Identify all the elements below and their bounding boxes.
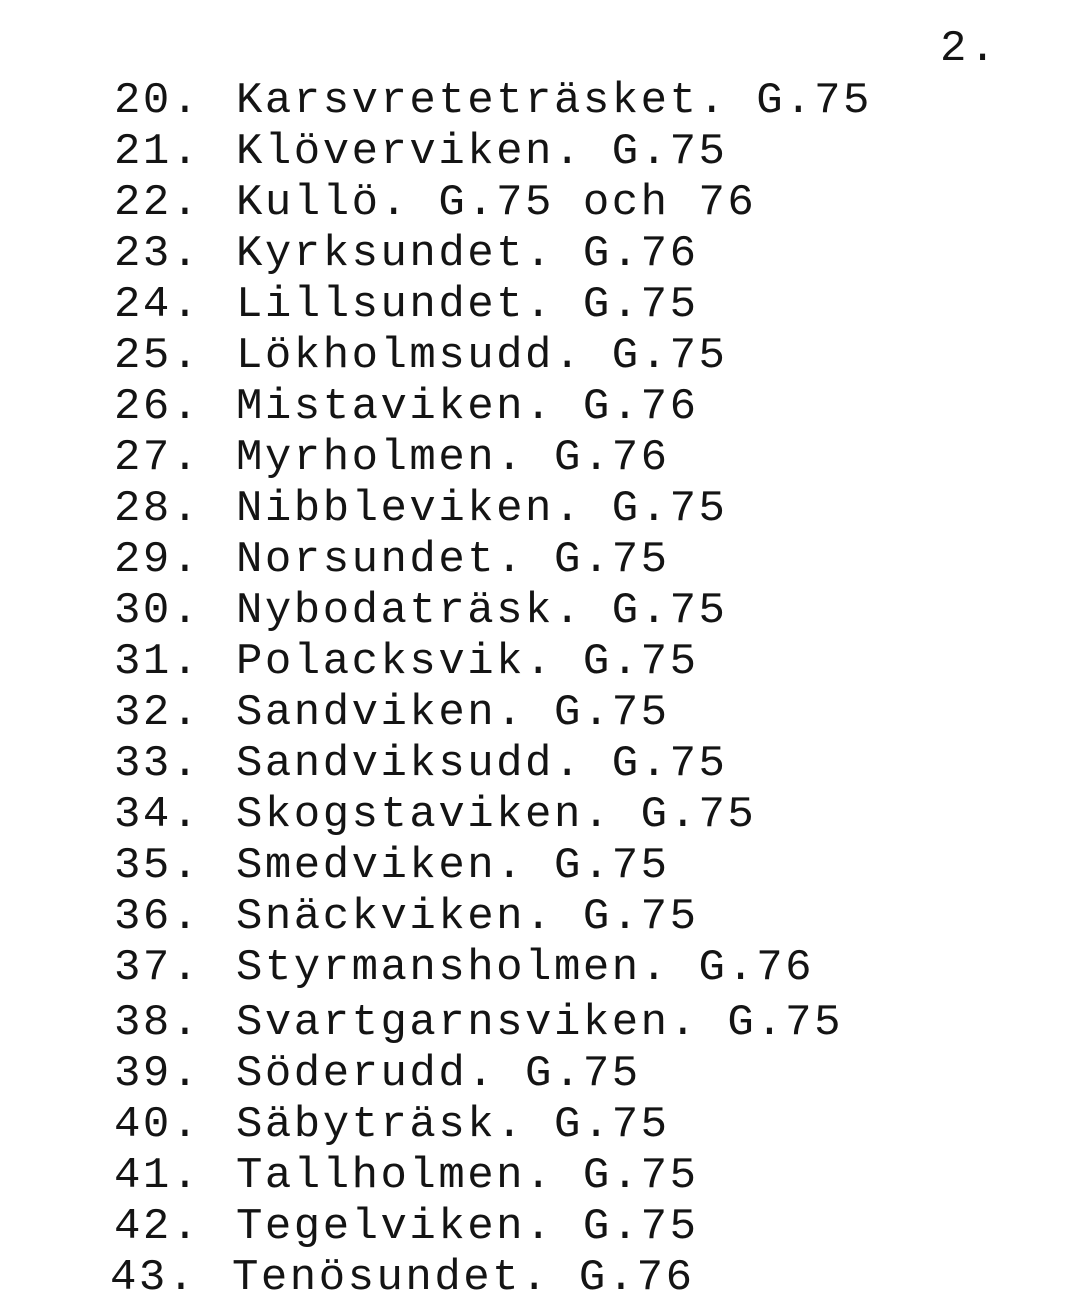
entry-text: Mistaviken. G.76 (236, 382, 699, 432)
list-item (114, 433, 872, 484)
entry-text: Myrholmen. G.76 (236, 433, 670, 483)
list-item (114, 790, 872, 841)
entry-text: Lökholmsudd. G.75 (236, 331, 728, 381)
entry-number: 41. (114, 1151, 201, 1201)
list-item (114, 998, 872, 1049)
page-number: 2. (940, 24, 999, 74)
list-item (110, 1253, 872, 1304)
entry-number: 37. (114, 943, 201, 993)
entry-number: 25. (114, 331, 201, 381)
list-item (114, 1202, 872, 1253)
entry-text: Nibbleviken. G.75 (236, 484, 728, 534)
entry-text: Styrmansholmen. G.76 (236, 943, 815, 993)
entry-text: Polacksvik. G.75 (236, 637, 699, 687)
entry-number: 39. (114, 1049, 201, 1099)
entry-number: 27. (114, 433, 201, 483)
list-item (114, 76, 872, 127)
list-item (114, 535, 872, 586)
entry-number: 30. (114, 586, 201, 636)
entry-text: Skogstaviken. G.75 (236, 790, 757, 840)
list-item (114, 739, 872, 790)
list-item (114, 1151, 872, 1202)
entry-text: Tenösundet. G.76 (232, 1253, 695, 1303)
entry-text: Norsundet. G.75 (236, 535, 670, 585)
list-item (114, 637, 872, 688)
entry-number: 22. (114, 178, 201, 228)
entry-number: 33. (114, 739, 201, 789)
entry-number: 28. (114, 484, 201, 534)
list-item (114, 841, 872, 892)
entry-number: 29. (114, 535, 201, 585)
entry-text: Säbyträsk. G.75 (236, 1100, 670, 1150)
entry-text: Svartgarnsviken. G.75 (236, 998, 843, 1048)
entry-number: 34. (114, 790, 201, 840)
entry-text: Nybodaträsk. G.75 (236, 586, 728, 636)
list-item (114, 1100, 872, 1151)
entry-number: 38. (114, 998, 201, 1048)
list-item (114, 127, 872, 178)
entry-number: 24. (114, 280, 201, 330)
entry-text: Sandviken. G.75 (236, 688, 670, 738)
entry-number: 31. (114, 637, 201, 687)
list-item (114, 892, 872, 943)
entry-number: 35. (114, 841, 201, 891)
entry-text: Söderudd. G.75 (236, 1049, 641, 1099)
entry-text: Tegelviken. G.75 (236, 1202, 699, 1252)
entry-number: 40. (114, 1100, 201, 1150)
list-item (114, 1049, 872, 1100)
entry-number: 42. (114, 1202, 201, 1252)
entry-text: Klöverviken. G.75 (236, 127, 728, 177)
entry-text: Kyrksundet. G.76 (236, 229, 699, 279)
list-item (114, 943, 872, 994)
entry-number: 36. (114, 892, 201, 942)
entry-number: 23. (114, 229, 201, 279)
entry-text: Sandviksudd. G.75 (236, 739, 728, 789)
entry-text: Karsvreteträsket. G.75 (236, 76, 872, 126)
list-item (114, 586, 872, 637)
entry-number: 32. (114, 688, 201, 738)
entry-text: Kullö. G.75 och 76 (236, 178, 757, 228)
entry-text: Lillsundet. G.75 (236, 280, 699, 330)
entry-number: 21. (114, 127, 201, 177)
list-item (114, 331, 872, 382)
entry-number: 43. (110, 1253, 197, 1303)
entry-number: 26. (114, 382, 201, 432)
entry-number: 20. (114, 76, 201, 126)
list-item (114, 382, 872, 433)
entry-text: Smedviken. G.75 (236, 841, 670, 891)
list-item (114, 688, 872, 739)
list-item (114, 484, 872, 535)
place-name-list (110, 76, 872, 1304)
list-item (114, 280, 872, 331)
entry-text: Tallholmen. G.75 (236, 1151, 699, 1201)
list-item (114, 178, 872, 229)
list-item (114, 229, 872, 280)
entry-text: Snäckviken. G.75 (236, 892, 699, 942)
